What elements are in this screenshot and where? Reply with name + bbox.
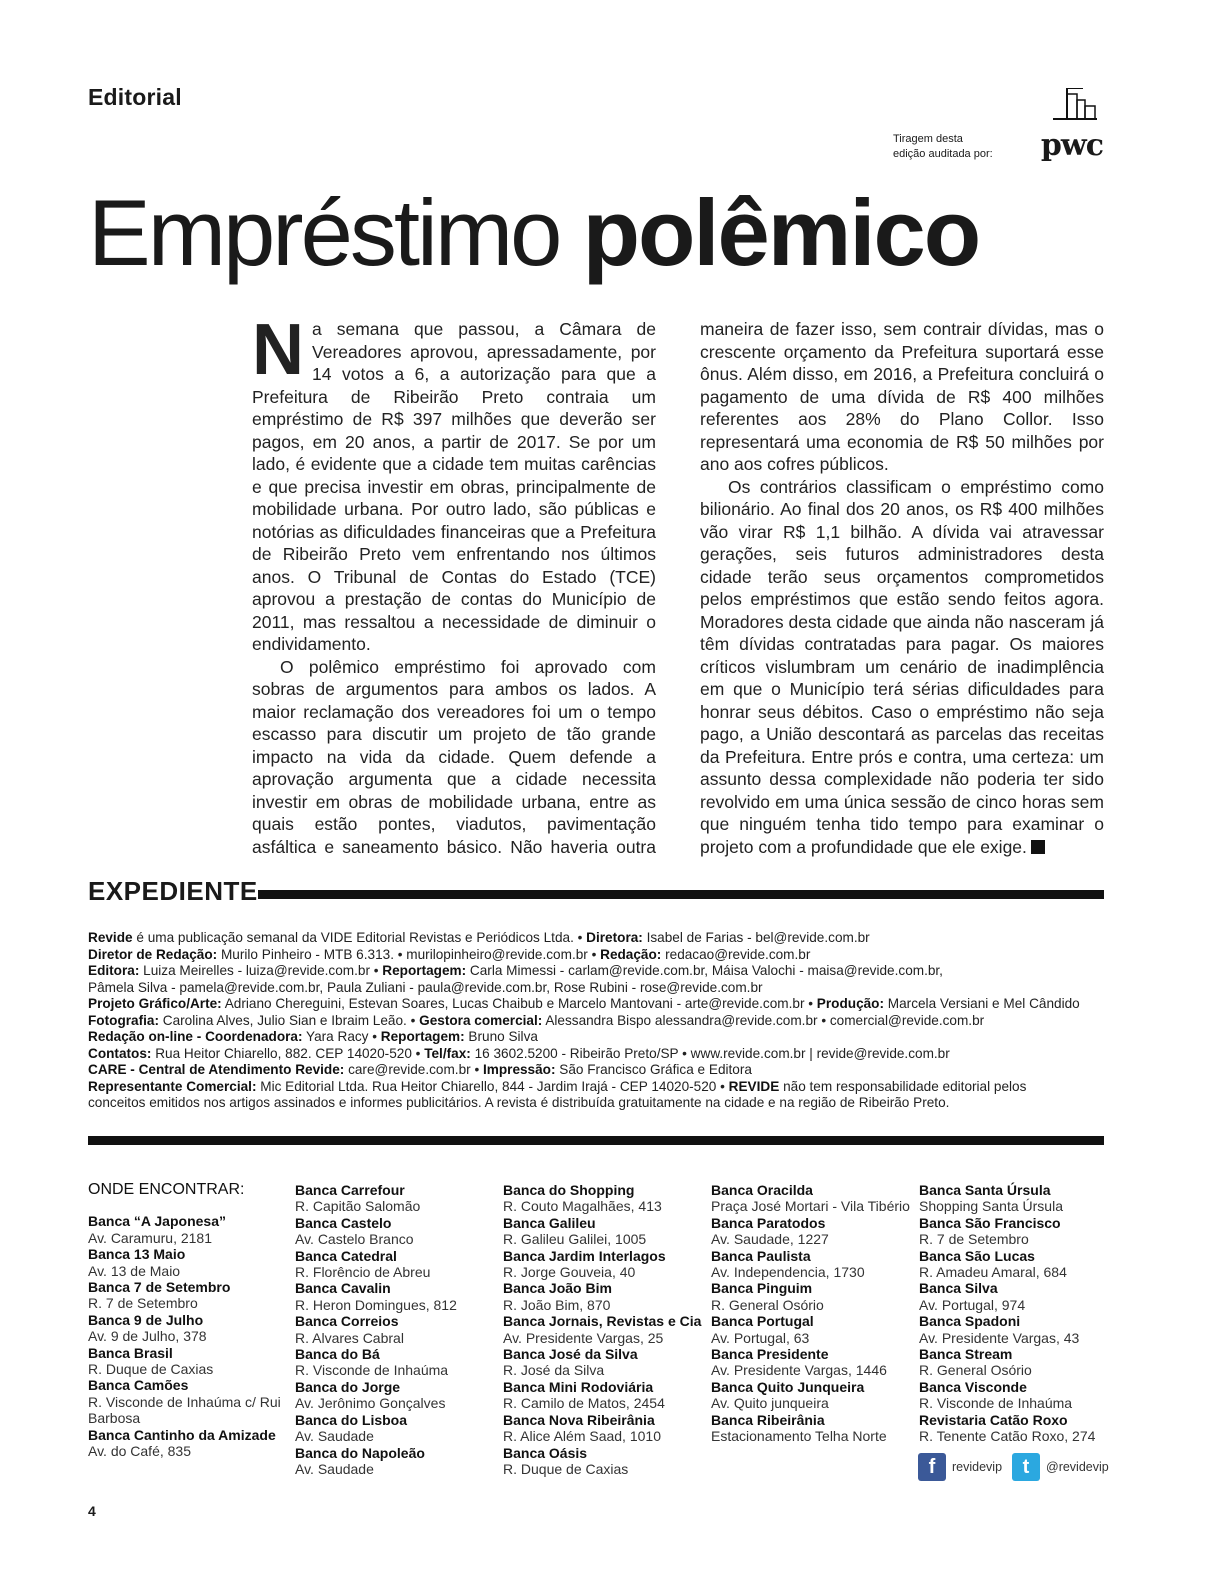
credit-label: Impressão: — [482, 1062, 556, 1077]
banca-address: R. Visconde de Inhaúma — [295, 1362, 449, 1379]
expediente-credits — [88, 930, 1104, 1112]
credit-label: Revide — [88, 930, 133, 945]
banca-name: Banca 7 de Setembro — [88, 1279, 231, 1296]
banca-name: Banca Cavalin — [295, 1280, 391, 1297]
banca-address: R. General Osório — [919, 1362, 1032, 1379]
banca-address: Av. Saudade — [295, 1460, 374, 1477]
banca-address: R. Camilo de Matos, 2454 — [503, 1395, 665, 1412]
banca-name: Banca José da Silva — [503, 1346, 638, 1363]
credit-line — [88, 1079, 1104, 1096]
banca-address: R. Duque de Caxias — [88, 1361, 214, 1378]
credit-text: Rua Heitor Chiarello, 882. CEP 14020-520 • — [151, 1045, 425, 1061]
pwc-logo-mark — [1053, 88, 1097, 120]
credit-label: Tel/fax: — [424, 1045, 471, 1061]
banca-address: R. Tenente Catão Roxo, 274 — [919, 1428, 1096, 1445]
banca-address: R. Amadeu Amaral, 684 — [919, 1264, 1067, 1281]
banca-name: Banca João Bim — [503, 1280, 612, 1297]
credit-label: Projeto Gráfico/Arte: — [88, 996, 222, 1011]
expediente-title: EXPEDIENTE — [88, 876, 258, 906]
section-label: Editorial — [88, 84, 182, 110]
credit-label: Diretora: — [586, 930, 643, 945]
banca-name: Banca Presidente — [711, 1346, 829, 1363]
banca-name: Revistaria Catão Roxo — [919, 1411, 1068, 1428]
expediente-header — [88, 876, 1104, 910]
banca-name: Banca Galileu — [503, 1214, 596, 1231]
twitter-icon: t — [1012, 1453, 1040, 1481]
credit-text: Bruno Silva — [464, 1029, 538, 1044]
credit-text: Adriano Chereguini, Estevan Soares, Lucas Chaibub e Marcelo Mantovani - arte@revide.com.br • — [221, 996, 817, 1011]
banca-address: Av. do Café, 835 — [88, 1443, 191, 1460]
credit-label: Editora: — [88, 963, 140, 978]
credit-label: Reportagem: — [380, 1029, 465, 1044]
banca-address: R. Florêncio de Abreu — [295, 1264, 431, 1281]
credit-label: Diretor de Redação: — [88, 946, 218, 962]
banca-name: Banca Camões — [88, 1377, 189, 1394]
bancas-column — [88, 1182, 288, 1460]
article-body — [252, 310, 1104, 858]
credit-text: Murilo Pinheiro - MTB 6.313. • murilopinheiro@revide.com.br • — [217, 946, 601, 962]
banca-name: Banca Jornais, Revistas e Cia — [503, 1313, 702, 1330]
facebook-icon: f — [918, 1453, 946, 1481]
banca-name: Banca do Bá — [295, 1346, 380, 1363]
credit-label: Redação: — [600, 946, 662, 962]
banca-name: Banca Correios — [295, 1313, 399, 1330]
credit-line — [88, 930, 1104, 947]
banca-address: Av. Independencia, 1730 — [711, 1264, 865, 1281]
banca-name: Banca Paratodos — [711, 1214, 826, 1231]
credit-text: Luiza Meirelles - luiza@revide.com.br • — [139, 963, 383, 978]
banca-name: Banca Catedral — [295, 1247, 397, 1264]
banca-address: R. José da Silva — [503, 1362, 605, 1379]
credit-line — [88, 996, 1104, 1013]
audit-badge — [843, 88, 1103, 168]
banca-name: Banca Castelo — [295, 1214, 392, 1231]
banca-address: Av. 13 de Maio — [88, 1262, 181, 1279]
credit-line — [88, 1046, 1104, 1063]
banca-name: Banca Pinguim — [711, 1280, 813, 1297]
banca-address: Av. Quito junqueira — [711, 1395, 829, 1412]
banca-name: Banca Silva — [919, 1280, 998, 1297]
banca-name: Banca Quito Junqueira — [711, 1378, 865, 1395]
banca-name: Banca Jardim Interlagos — [503, 1247, 666, 1264]
bancas-column — [503, 1182, 703, 1477]
banca-name: Banca São Lucas — [919, 1247, 1035, 1264]
banca-name: Banca do Shopping — [503, 1182, 635, 1198]
banca-address: R. Alice Além Saad, 1010 — [503, 1428, 661, 1445]
credit-line — [88, 963, 1104, 980]
credit-label: CARE - Central de Atendimento Revide: — [88, 1062, 345, 1077]
onde-title: ONDE ENCONTRAR: — [88, 1181, 245, 1198]
banca-address: Av. Saudade — [295, 1428, 374, 1445]
headline-bold: polêmico — [582, 180, 980, 285]
credit-text: Pâmela Silva - pamela@revide.com.br, Paula Zuliani - paula@revide.com.br, Rose Rubini - rose@revide.com.br — [88, 979, 763, 995]
banca-name: Banca Visconde — [919, 1378, 1027, 1395]
banca-address: Av. Portugal, 63 — [711, 1329, 810, 1346]
credit-label: Redação on-line - Coordenadora: — [88, 1029, 303, 1044]
banca-name: Banca do Lisboa — [295, 1411, 408, 1428]
divider-bar — [88, 1136, 1104, 1145]
credit-text: Mic Editorial Ltda. Rua Heitor Chiarello, 844 - Jardim Irajá - CEP 14020-520 • — [256, 1078, 729, 1094]
headline — [88, 178, 979, 288]
banca-address: Av. Presidente Vargas, 1446 — [711, 1362, 887, 1379]
credit-label: Contatos: — [88, 1045, 152, 1061]
banca-address: R. Capitão Salomão — [295, 1198, 421, 1215]
article-paragraph: O polêmico empréstimo foi aprovado com sobras de argumentos para ambos os lados. A maior reclamação dos vereadores foi um o tempo escasso para discutir um projeto de tão grande impacto na vida da cidade. Quem defende a aprovação argumenta que a cidade necessita investir em obras de mobilidade urbana, entre as quais estão pontes, viadutos, pavimentação asfáltica e saneamento básico. Não haveria outra maneira de fazer isso, sem contrair dívidas, mas o crescente orçamento da Prefeitura suportará esse ônus. Além disso, em 2016, a Prefeitura concluirá o pagamento de uma dívida de R$ 400 milhões referentes aos 28% do Plano Collor. Isso representará uma economia de R$ 50 milhões por ano aos cofres públicos. — [252, 319, 1104, 857]
banca-address: Av. Saudade, 1227 — [711, 1231, 829, 1248]
audit-line-1: Tiragem desta — [893, 133, 963, 145]
credit-text: 16 3602.5200 - Ribeirão Preto/SP • www.revide.com.br | revide@revide.com.br — [470, 1045, 950, 1061]
credit-text: conceitos emitidos nos artigos assinados e informes publicitários. A revista é distribuída gratuitamente na cidade e na região de Ribeirão Preto. — [88, 1095, 950, 1110]
banca-name: Banca Brasil — [88, 1344, 173, 1361]
page-number: 4 — [88, 1503, 96, 1519]
twitter-handle: @revidevip — [1046, 1460, 1109, 1474]
credit-line — [88, 1013, 1104, 1030]
banca-name: Banca Carrefour — [295, 1182, 405, 1198]
credit-line — [88, 1062, 1104, 1079]
banca-name: Banca do Napoleão — [295, 1444, 425, 1461]
audit-text — [893, 132, 1023, 162]
banca-name: Banca “A Japonesa” — [88, 1213, 226, 1230]
credit-line — [88, 947, 1104, 964]
facebook-link[interactable] — [918, 1452, 1002, 1482]
credit-label: Representante Comercial: — [88, 1078, 257, 1094]
banca-name: Banca Portugal — [711, 1313, 814, 1330]
banca-name: Banca Oásis — [503, 1444, 588, 1461]
banca-address: Av. Jerônimo Gonçalves — [295, 1395, 446, 1412]
credit-text: redacao@revide.com.br — [661, 946, 811, 962]
banca-address: Av. Presidente Vargas, 43 — [919, 1329, 1080, 1346]
banca-address: R. Heron Domingues, 812 — [295, 1296, 457, 1313]
banca-address: R. Galileu Galilei, 1005 — [503, 1231, 647, 1248]
banca-address: R. Jorge Gouveia, 40 — [503, 1264, 636, 1281]
credit-text: care@revide.com.br • — [344, 1062, 483, 1077]
banca-name: Banca Mini Rodoviária — [503, 1378, 654, 1395]
banca-name: Banca Spadoni — [919, 1313, 1021, 1330]
banca-address: Estacionamento Telha Norte — [711, 1428, 887, 1445]
credit-label: Gestora comercial: — [419, 1012, 543, 1028]
facebook-handle: revidevip — [952, 1460, 1003, 1474]
banca-address: R. Alvares Cabral — [295, 1329, 404, 1346]
article-paragraph: Na semana que passou, a Câmara de Vereadores aprovou, apressadamente, por 14 votos a 6, a autorização para que a Prefeitura de Ribeirão Preto contraia um empréstimo de R$ 397 milhões que deverão ser pagos, em 20 anos, a partir de 2017. Se por um lado, é evidente que a cidade tem muitas carências e que precisa investir em obras, principalmente de mobilidade urbana. Por outro lado, são públicas e notórias as dificuldades financeiras que a Prefeitura de Ribeirão Preto vem enfrentando nos últimos anos. O Tribunal de Contas do Estado (TCE) aprovou a prestação de contas do Município de 2011, mas ressaltou a necessidade de diminuir o endividamento. — [252, 310, 656, 654]
banca-address: R. 7 de Setembro — [88, 1295, 198, 1312]
banca-address: Praça José Mortari - Vila Tibério — [711, 1198, 910, 1215]
article-paragraph: Os contrários classificam o empréstimo como bilionário. Ao final dos 20 anos, os R$ 400 milhões vão virar R$ 1,1 bilhão. A dívida vai atravessar gerações, seis futuros administradores desta cidade terão seus orçamentos comprometidos pelos empréstimos que estão sendo feitos agora. Moradores desta cidade que ainda não nasceram já têm dívidas contratadas para pagar. Os maiores críticos vislumbram um cenário de inadimplência em que o Município terá sérias dificuldades para honrar seus débitos. Caso o empréstimo não seja pago, a União descontará as parcelas das receitas da Prefeitura. Entre prós e contra, uma certeza: um assunto dessa complexidade não poderia ter sido revolvido em uma única sessão de cinco horas sem que ninguém tenha tido tempo para examinar o projeto com a profundidade que ele exige. — [700, 476, 1104, 857]
banca-name: Banca 9 de Julho — [88, 1311, 204, 1328]
banca-name: Banca do Jorge — [295, 1378, 401, 1395]
banca-address: R. Couto Magalhães, 413 — [503, 1198, 662, 1215]
banca-name: Banca 13 Maio — [88, 1246, 186, 1263]
banca-address: R. Duque de Caxias — [503, 1460, 629, 1477]
credit-label: Fotografia: — [88, 1012, 159, 1028]
banca-address: R. 7 de Setembro — [919, 1231, 1029, 1248]
banca-name: Banca Oracilda — [711, 1182, 813, 1198]
expediente-rule — [258, 890, 1104, 899]
banca-address: R. General Osório — [711, 1296, 824, 1313]
banca-address: Av. Presidente Vargas, 25 — [503, 1329, 664, 1346]
credit-text: Isabel de Farias - bel@revide.com.br — [642, 930, 870, 945]
banca-name: Banca Cantinho da Amizade — [88, 1426, 276, 1443]
end-mark-icon — [1031, 840, 1045, 854]
banca-name: Banca Stream — [919, 1346, 1013, 1363]
bancas-column — [919, 1182, 1119, 1445]
banca-name: Banca Santa Úrsula — [919, 1182, 1051, 1198]
credit-label: REVIDE — [728, 1078, 780, 1094]
dropcap: N — [252, 310, 304, 390]
pwc-logo: pwc — [1040, 128, 1103, 163]
credit-text: é uma publicação semanal da VIDE Editorial Revistas e Periódicos Ltda. • — [132, 930, 587, 945]
credit-text: São Francisco Gráfica e Editora — [555, 1062, 752, 1077]
credit-line — [88, 1095, 1104, 1112]
credit-line — [88, 1029, 1104, 1046]
bancas-column — [295, 1182, 495, 1477]
banca-name: Banca Ribeirânia — [711, 1411, 825, 1428]
credit-text: Carolina Alves, Julio Sian e Ibraim Leão. • — [158, 1012, 420, 1028]
credit-text: Marcela Versiani e Mel Cândido — [884, 996, 1080, 1011]
credit-text: Carla Mimessi - carlam@revide.com.br, Máisa Valochi - maisa@revide.com.br, — [466, 963, 943, 978]
banca-name: Banca Paulista — [711, 1247, 811, 1264]
banca-address: Av. 9 de Julho, 378 — [88, 1328, 207, 1345]
banca-name: Banca São Francisco — [919, 1214, 1061, 1231]
credit-label: Produção: — [816, 996, 885, 1011]
credit-text: Alessandra Bispo alessandra@revide.com.br • comercial@revide.com.br — [542, 1012, 985, 1028]
banca-address: Shopping Santa Úrsula — [919, 1198, 1063, 1215]
audit-line-2: edição auditada por: — [893, 148, 993, 160]
banca-address: R. João Bim, 870 — [503, 1296, 611, 1313]
banca-address: Av. Caramuru, 2181 — [88, 1229, 212, 1246]
credit-text: Yara Racy • — [302, 1029, 381, 1044]
credit-label: Reportagem: — [382, 963, 467, 978]
banca-name: Banca Nova Ribeirânia — [503, 1411, 655, 1428]
credit-text: não tem responsabilidade editorial pelos — [779, 1078, 1027, 1094]
banca-address: R. Visconde de Inhaúma c/ Rui Barbosa — [88, 1393, 281, 1427]
banca-address: Av. Portugal, 974 — [919, 1296, 1026, 1313]
credit-line — [88, 980, 1104, 997]
headline-light: Empréstimo — [88, 180, 560, 285]
bancas-column — [711, 1182, 911, 1445]
twitter-link[interactable] — [1012, 1452, 1109, 1482]
banca-address: Av. Castelo Branco — [295, 1231, 414, 1248]
banca-address: R. Visconde de Inhaúma — [919, 1395, 1073, 1412]
